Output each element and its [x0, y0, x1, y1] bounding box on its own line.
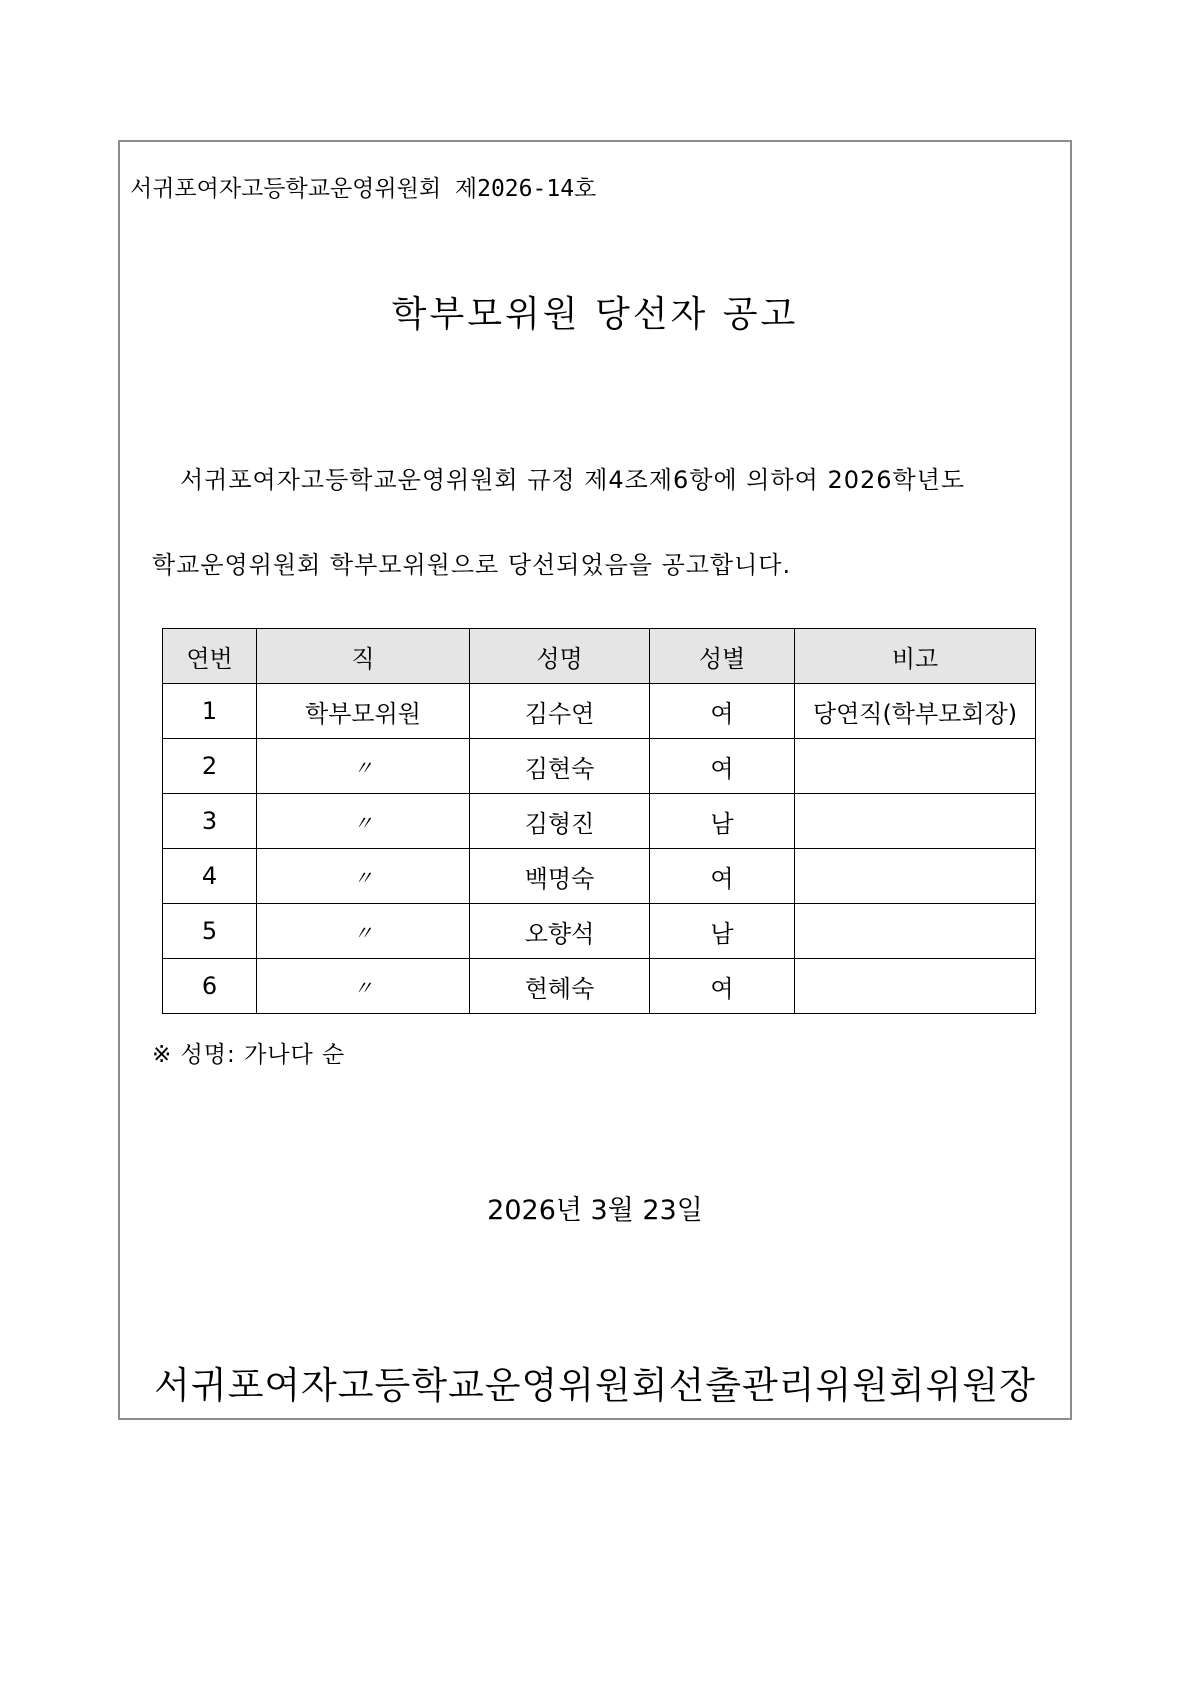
page-title: 학부모위원 당선자 공고	[391, 294, 799, 335]
signature-line: 서귀포여자고등학교운영위원회선출관리위원회위원장	[154, 1364, 1036, 1407]
header-name: 성명	[470, 629, 650, 684]
cell-gender: 여	[650, 849, 795, 904]
table-row	[163, 904, 1036, 959]
header-position: 직	[257, 629, 470, 684]
cell-position: 〃	[257, 849, 470, 904]
cell-note	[795, 739, 1036, 794]
body-text-line-2: 학교운영위원회 학부모위원으로 당선되었음을 공고합니다.	[152, 551, 792, 579]
table-row	[163, 794, 1036, 849]
cell-gender: 여	[650, 959, 795, 1014]
table-header-row	[163, 629, 1036, 684]
cell-no: 1	[163, 684, 257, 739]
announcement-date: 2026년 3월 23일	[487, 1195, 703, 1226]
table-row	[163, 739, 1036, 794]
cell-position: 〃	[257, 904, 470, 959]
header-gender: 성별	[650, 629, 795, 684]
cell-position: 학부모위원	[257, 684, 470, 739]
cell-note: 당연직(학부모회장)	[795, 684, 1036, 739]
cell-note	[795, 794, 1036, 849]
cell-no: 4	[163, 849, 257, 904]
cell-name: 김현숙	[470, 739, 650, 794]
cell-no: 2	[163, 739, 257, 794]
document-number: 서귀포여자고등학교운영위원회 제2026-14호	[130, 176, 597, 202]
cell-name: 백명숙	[470, 849, 650, 904]
header-no: 연번	[163, 629, 257, 684]
header-note: 비고	[795, 629, 1036, 684]
body-text-line-1: 서귀포여자고등학교운영위원회 규정 제4조제6항에 의하여 2026학년도	[180, 466, 966, 494]
cell-no: 5	[163, 904, 257, 959]
footnote: ※ 성명: 가나다 순	[152, 1042, 346, 1068]
cell-note	[795, 849, 1036, 904]
cell-position: 〃	[257, 959, 470, 1014]
cell-no: 3	[163, 794, 257, 849]
cell-note	[795, 904, 1036, 959]
cell-no: 6	[163, 959, 257, 1014]
cell-position: 〃	[257, 794, 470, 849]
table-row	[163, 684, 1036, 739]
cell-gender: 여	[650, 684, 795, 739]
cell-name: 오향석	[470, 904, 650, 959]
member-table	[162, 628, 1036, 1014]
cell-name: 김수연	[470, 684, 650, 739]
cell-gender: 남	[650, 794, 795, 849]
cell-gender: 남	[650, 904, 795, 959]
table-row	[163, 959, 1036, 1014]
cell-name: 김형진	[470, 794, 650, 849]
cell-gender: 여	[650, 739, 795, 794]
cell-position: 〃	[257, 739, 470, 794]
cell-name: 현혜숙	[470, 959, 650, 1014]
table-row	[163, 849, 1036, 904]
cell-note	[795, 959, 1036, 1014]
